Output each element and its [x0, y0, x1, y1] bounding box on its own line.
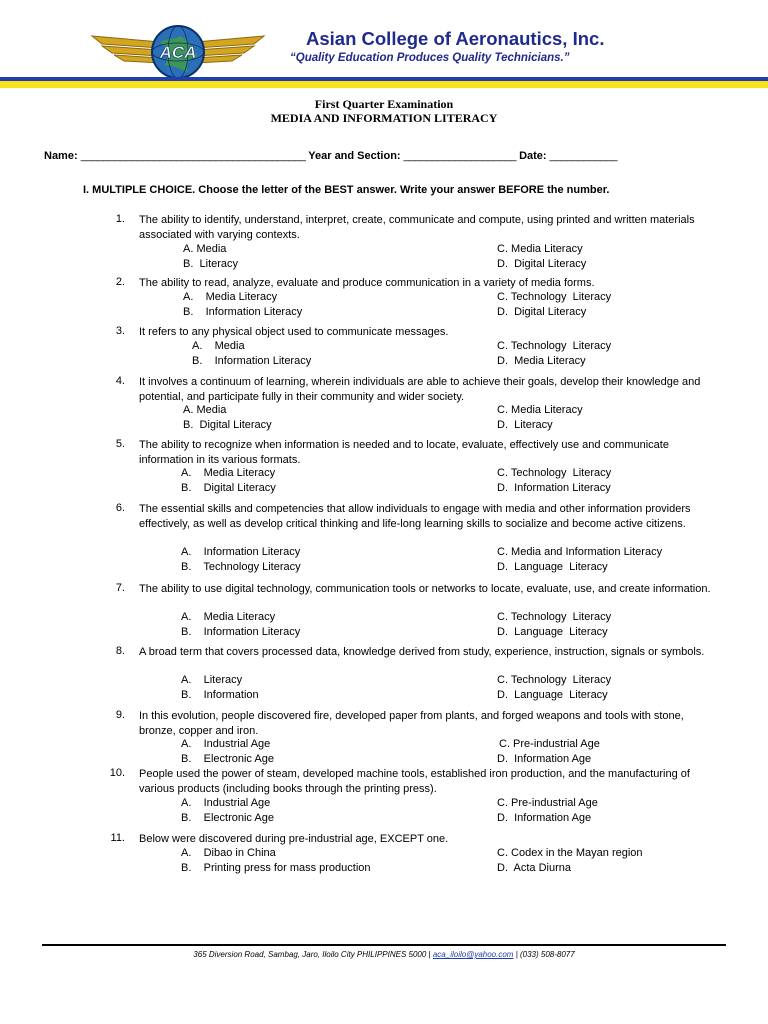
question-text: The ability to read, analyze, evaluate and produce communication in a variety of media forms. — [139, 277, 595, 289]
year-section-label: Year and Section: — [308, 150, 401, 162]
question-number: 11. — [110, 832, 125, 844]
option-d: D. Language Literacy — [497, 626, 608, 638]
option-c: C. Pre-industrial Age — [497, 797, 598, 809]
option-d: D. Information Age — [497, 812, 592, 824]
question-number: 6. — [115, 502, 125, 514]
school-motto: “Quality Education Produces Quality Technicians.” — [290, 52, 570, 64]
option-c: C. Technology Literacy — [497, 467, 612, 479]
option-a: A. Media Literacy — [181, 611, 276, 623]
option-a: A. Literacy — [181, 674, 243, 686]
name-blank: ________________________________________ — [80, 150, 306, 162]
option-a: A. Industrial Age — [181, 738, 271, 750]
footer — [0, 950, 768, 959]
option-a: A. Media Literacy — [183, 291, 278, 303]
question-number: 8. — [115, 645, 125, 657]
option-d: D. Digital Literacy — [497, 306, 587, 318]
option-b: B. Printing press for mass production — [181, 862, 371, 874]
letterhead — [0, 0, 768, 90]
option-c: C. Technology Literacy — [497, 340, 612, 352]
footer-email-link[interactable]: aca_iloilo@yahoo.com — [432, 950, 514, 959]
section-instructions: I. MULTIPLE CHOICE. Choose the letter of the BEST answer. Write your answer BEFORE the number. — [83, 184, 610, 196]
name-label: Name: — [44, 150, 78, 162]
exam-title: First Quarter Examination — [314, 97, 454, 111]
option-d: D. Digital Literacy — [497, 258, 587, 270]
question-number: 1. — [115, 213, 125, 225]
option-d: D. Acta Diurna — [497, 862, 571, 874]
header-band-yellow — [0, 81, 768, 88]
question-number: 4. — [115, 375, 125, 387]
option-b: B. Literacy — [183, 258, 239, 270]
question-number: 7. — [115, 582, 125, 594]
question-text: Below were discovered during pre-industrial age, EXCEPT one. — [139, 833, 449, 845]
option-a: A. Media — [183, 243, 227, 255]
option-b: B. Electronic Age — [181, 753, 274, 765]
option-b: B. Information Literacy — [181, 626, 301, 638]
option-c: C. Technology Literacy — [497, 674, 612, 686]
footer-address: 365 Diversion Road, Sambag, Jaro, Iloilo City PHILIPPINES 5000 | — [193, 950, 431, 959]
option-a: A. Media — [192, 340, 245, 352]
question-number: 2. — [115, 276, 125, 288]
option-c: C. Technology Literacy — [497, 611, 612, 623]
option-c: C. Media Literacy — [497, 404, 583, 416]
option-b: B. Digital Literacy — [181, 482, 276, 494]
question-number: 9. — [115, 709, 125, 721]
option-b: B. Information — [181, 689, 259, 701]
option-a: A. Media — [183, 404, 227, 416]
option-d: D. Media Literacy — [497, 355, 586, 367]
option-a: A. Industrial Age — [181, 797, 271, 809]
option-b: B. Technology Literacy — [181, 561, 301, 573]
question-text: A broad term that covers processed data, knowledge derived from study, experience, instruction, signals or symbols. — [139, 646, 705, 658]
option-a: A. Dibao in China — [181, 847, 276, 859]
option-c: C. Media and Information Literacy — [497, 546, 663, 558]
question-number: 5. — [115, 438, 125, 450]
date-label: Date: — [519, 150, 547, 162]
option-d: D. Information Literacy — [497, 482, 611, 494]
option-d: D. Information Age — [497, 753, 592, 765]
option-b: B. Information Literacy — [183, 306, 303, 318]
option-d: D. Literacy — [497, 419, 553, 431]
student-info-line — [44, 150, 724, 162]
option-b: B. Information Literacy — [192, 355, 312, 367]
option-d: D. Language Literacy — [497, 561, 608, 573]
svg-text:ACA: ACA — [159, 43, 197, 62]
year-section-blank: ____________________ — [403, 150, 516, 162]
option-b: B. Digital Literacy — [183, 419, 272, 431]
option-c: C. Codex in the Mayan region — [497, 847, 643, 859]
option-c: C. Technology Literacy — [497, 291, 612, 303]
exam-subject: MEDIA AND INFORMATION LITERACY — [270, 111, 498, 125]
question-text: The ability to use digital technology, communication tools or networks to locate, evaluate, use, and create information. — [139, 583, 711, 595]
question-number: 10. — [109, 767, 125, 779]
option-b: B. Electronic Age — [181, 812, 274, 824]
option-a: A. Media Literacy — [181, 467, 276, 479]
aca-winged-globe-logo — [88, 22, 268, 82]
question-text: The essential skills and competencies that allow individuals to engage with media and other information providers effectively, as well as develop critical thinking and life-long learning skills to socialize and become active citizens. — [139, 503, 691, 530]
footer-rule — [42, 944, 726, 946]
question-number: 3. — [115, 325, 125, 337]
question-text: The ability to recognize when information is needed and to locate, evaluate, effectively use and communicate information in its various formats. — [139, 439, 669, 466]
question-text: It refers to any physical object used to communicate messages. — [139, 326, 449, 338]
option-c: C. Pre-industrial Age — [499, 738, 600, 750]
option-a: A. Information Literacy — [181, 546, 301, 558]
question-text: People used the power of steam, developed machine tools, established iron production, and the manufacturing of various products (including books through the printing press). — [139, 768, 690, 795]
option-c: C. Media Literacy — [497, 243, 583, 255]
option-d: D. Language Literacy — [497, 689, 608, 701]
question-text: In this evolution, people discovered fire, developed paper from plants, and forged weapons and tools with stone, bronze, copper and iron. — [139, 710, 684, 737]
question-text: The ability to identify, understand, interpret, create, communicate and compute, using printed and written materials associated with varying contexts. — [139, 214, 695, 241]
school-name: Asian College of Aeronautics, Inc. — [306, 28, 605, 49]
date-blank: ____________ — [549, 150, 618, 162]
question-text: It involves a continuum of learning, wherein individuals are able to achieve their goals, develop their knowledge and potential, and participate fully in their community and wider society. — [139, 376, 701, 403]
footer-phone: | (033) 508-8077 — [515, 950, 575, 959]
